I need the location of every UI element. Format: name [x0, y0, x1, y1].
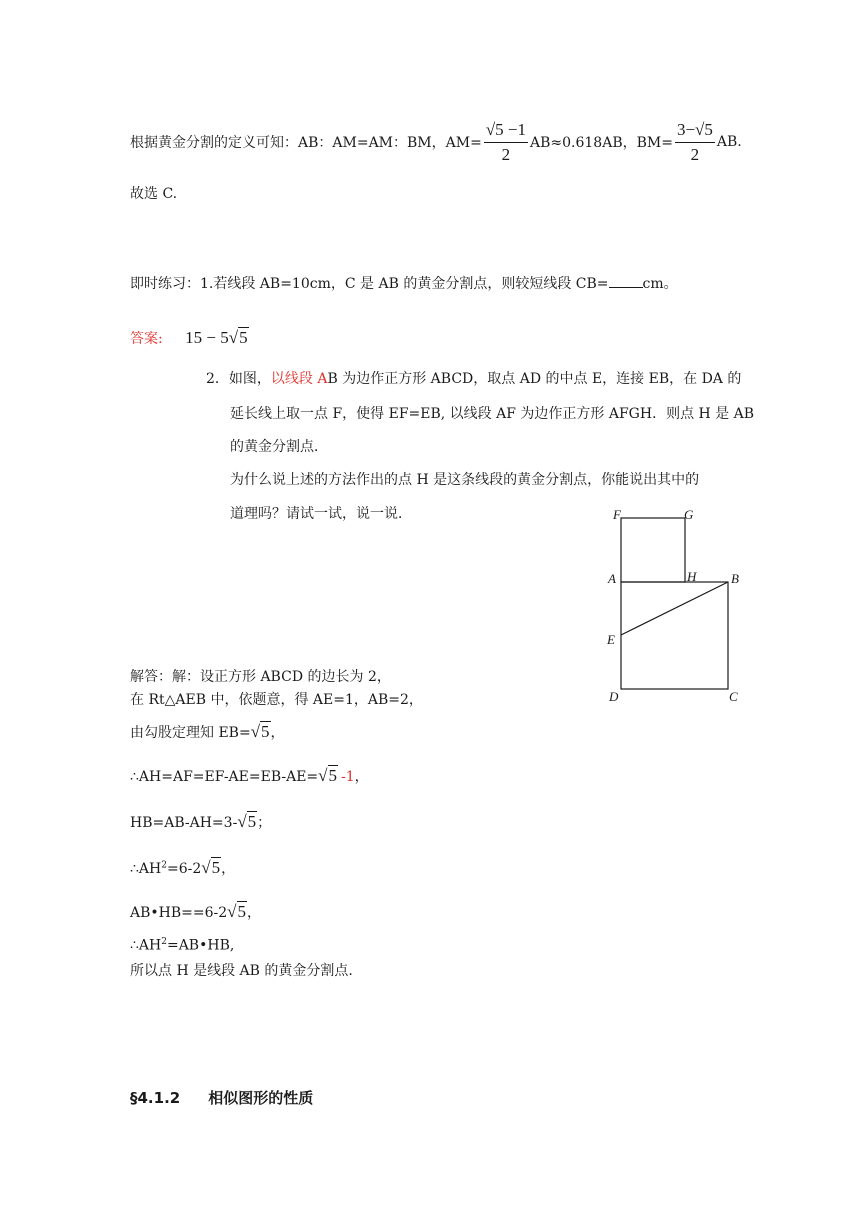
- problem2-highlight: 以线段 A: [270, 371, 328, 387]
- solution-line4-text: ∴AH=AF=EF-AE=EB-AE=: [130, 769, 319, 785]
- solution-line7-end: ，: [247, 905, 262, 921]
- practice-unit: cm。: [642, 276, 678, 292]
- problem2-line1-rest: B 为边作正方形 ABCD，取点 AD 的中点 E，连接 EB，在 DA 的: [327, 371, 742, 387]
- bm-fraction: [675, 119, 715, 166]
- solution-line6-end: ，: [221, 861, 236, 877]
- definition-mid: AB≈0.618AB，BM=: [530, 135, 673, 151]
- definition-line: [130, 116, 742, 168]
- sqrt-icon: √5: [228, 328, 248, 347]
- definition-prefix: 根据黄金分割的定义可知：AB：AM=AM：BM，AM=: [130, 135, 482, 151]
- section-title: 相似图形的性质: [208, 1089, 314, 1107]
- solution-line3: [130, 722, 285, 742]
- answer-radicand: 5: [239, 328, 248, 347]
- segment-eb: [621, 582, 728, 635]
- solution-line3-end: ，: [270, 725, 285, 741]
- solution-line3-text: 由勾股定理知 EB=: [130, 725, 251, 741]
- solution-line6: [130, 858, 235, 878]
- radicand: 5: [237, 902, 247, 921]
- bm-fraction-numerator: 3−√5: [675, 119, 715, 143]
- radicand: 5: [247, 812, 257, 831]
- solution-line9: 所以点 H 是线段 AB 的黄金分割点.: [130, 963, 353, 979]
- problem2-line3: 的黄金分割点．: [230, 439, 328, 455]
- am-fraction-numerator: √5 −1: [484, 119, 528, 143]
- am-fraction-denominator: 2: [501, 144, 511, 164]
- label-d: D: [609, 689, 619, 704]
- solution-line1: 解答：解：设正方形 ABCD 的边长为 2，: [130, 669, 391, 685]
- answer-label: 答案:: [130, 331, 163, 347]
- solution-line7-text: AB•HB==6-2: [130, 905, 228, 921]
- solution-line2: 在 Rt△AEB 中，依题意，得 AE=1，AB=2，: [130, 692, 423, 708]
- sqrt-icon: √5: [318, 766, 338, 785]
- sqrt-icon: √5: [227, 902, 247, 921]
- problem2-line1: [206, 368, 741, 388]
- practice-line: [130, 273, 678, 293]
- radicand: 5: [328, 766, 338, 785]
- problem2-line5: 道理吗？请试一试，说一说．: [230, 506, 412, 522]
- label-g: G: [684, 507, 694, 522]
- practice-label: 即时练习：1.若线段 AB=10cm，C 是 AB 的黄金分割点，则较短线段 CB=: [130, 276, 609, 292]
- answer-blank: [609, 275, 643, 288]
- label-f: F: [613, 507, 621, 522]
- problem2-line4: 为什么说上述的方法作出的点 H 是这条线段的黄金分割点，你能说出其中的: [230, 472, 700, 488]
- solution-line8-sup: 2: [161, 937, 167, 947]
- solution-line8-text: ∴AH: [130, 937, 162, 954]
- solution-line6-mid: =6-2: [166, 861, 202, 877]
- label-e: E: [607, 632, 615, 647]
- golden-section-figure: [600, 505, 750, 705]
- choose-answer: 故选 C.: [130, 186, 178, 202]
- problem2-number: 2．如图，: [206, 371, 271, 387]
- section-heading: [130, 1087, 313, 1108]
- solution-line8: [130, 937, 234, 954]
- solution-line8-end: =AB•HB,: [166, 937, 235, 954]
- definition-suffix: AB.: [716, 134, 742, 150]
- radicand: 5: [211, 858, 221, 877]
- solution-line6-sup: 2: [161, 860, 167, 871]
- sqrt-icon: √5: [237, 812, 257, 831]
- square-afgh: [621, 518, 685, 582]
- solution-line4: [130, 766, 369, 786]
- solution-line5-end: ；: [257, 815, 272, 831]
- solution-line4-red: -1: [341, 769, 355, 785]
- label-c: C: [729, 689, 738, 704]
- label-a: A: [608, 571, 616, 586]
- bm-fraction-denominator: 2: [690, 144, 700, 164]
- square-abcd: [621, 582, 728, 689]
- answer-value-prefix: 15 − 5: [185, 328, 229, 347]
- label-h: H: [687, 569, 697, 584]
- label-b: B: [731, 571, 739, 586]
- answer-value: [185, 328, 248, 347]
- am-fraction: [484, 119, 528, 166]
- solution-line5-text: HB=AB-AH=3-: [130, 815, 238, 831]
- solution-line6-text: ∴AH: [130, 861, 162, 877]
- sqrt-icon: √5: [250, 722, 270, 741]
- problem2-line2: 延长线上取一点 F，使得 EF=EB, 以线段 AF 为边作正方形 AFGH．则点 H 是 AB: [230, 406, 755, 422]
- answer-line: [130, 328, 249, 348]
- sqrt-icon: √5: [201, 858, 221, 877]
- solution-line5: [130, 812, 271, 832]
- solution-line7: [130, 902, 261, 922]
- solution-line4-end: ，: [354, 769, 369, 785]
- section-number: §4.1.2: [130, 1089, 181, 1107]
- radicand: 5: [261, 722, 270, 741]
